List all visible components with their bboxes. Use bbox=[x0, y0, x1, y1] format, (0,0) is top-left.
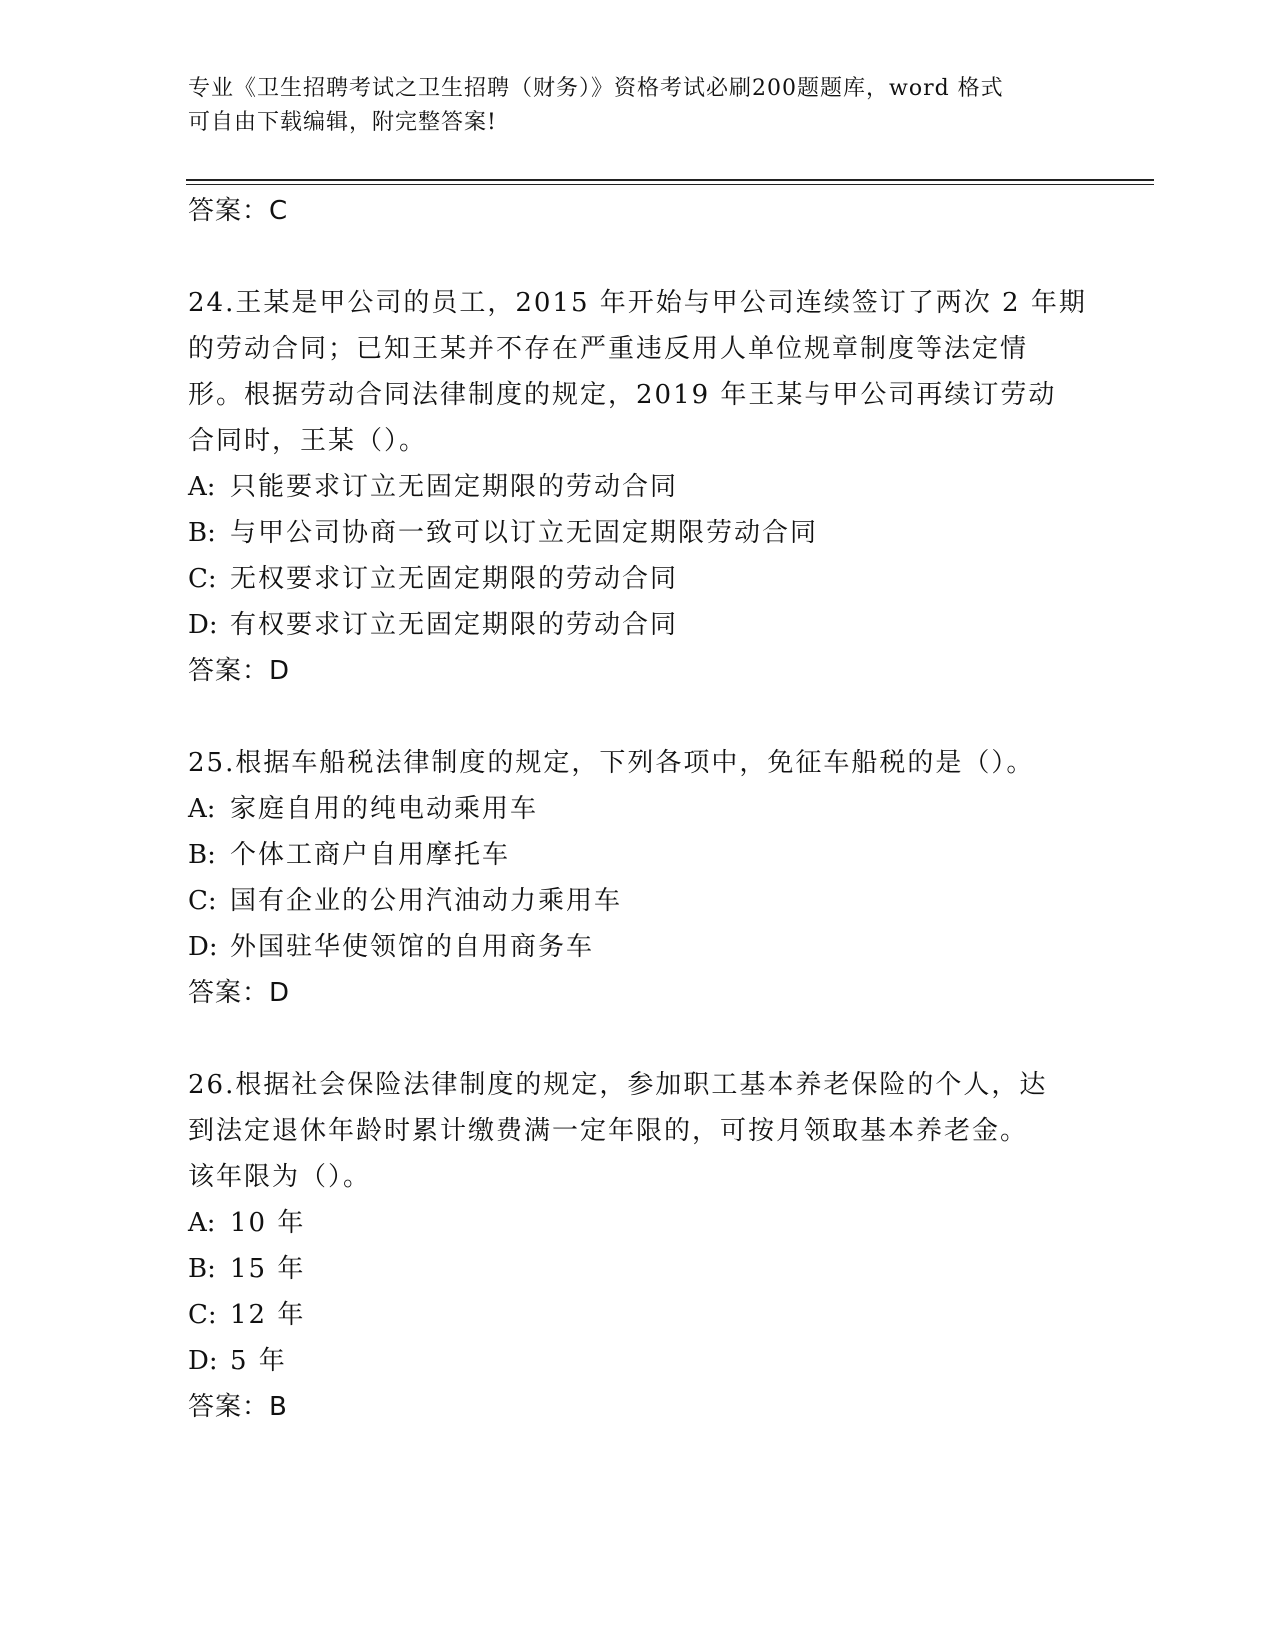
header-divider-bottom bbox=[186, 184, 1154, 185]
option-letter: B: bbox=[188, 518, 216, 548]
option-letter: B: bbox=[188, 1254, 216, 1284]
question-24 bbox=[188, 280, 1088, 694]
previous-answer: 答案：C bbox=[188, 196, 289, 226]
option-letter: D: bbox=[188, 932, 218, 962]
option-letter: B: bbox=[188, 840, 216, 870]
question-stem-line: 24.王某是甲公司的员工，2015 年开始与甲公司连续签订了两次 2 年期 bbox=[188, 288, 1087, 318]
question-stem-line: 26.根据社会保险法律制度的规定，参加职工基本养老保险的个人，达 bbox=[188, 1070, 1048, 1100]
question-stem-line: 25.根据车船税法律制度的规定，下列各项中，免征车船税的是（）。 bbox=[188, 748, 1035, 778]
option-text: 只能要求订立无固定期限的劳动合同 bbox=[230, 472, 679, 502]
option-text: 个体工商户自用摩托车 bbox=[230, 840, 511, 870]
question-stem-line: 合同时，王某（）。 bbox=[188, 426, 428, 456]
document-header bbox=[188, 72, 1068, 140]
option-b bbox=[188, 1246, 1088, 1292]
option-text: 家庭自用的纯电动乘用车 bbox=[230, 794, 539, 824]
question-stem-line: 到法定退休年龄时累计缴费满一定年限的，可按月领取基本养老金。 bbox=[188, 1116, 1029, 1146]
option-letter: A: bbox=[188, 794, 216, 824]
option-text: 外国驻华使领馆的自用商务车 bbox=[230, 932, 595, 962]
header-divider-top bbox=[186, 179, 1154, 181]
question-26 bbox=[188, 1062, 1088, 1430]
option-letter: D: bbox=[188, 1346, 218, 1376]
option-d bbox=[188, 602, 1088, 648]
question-25 bbox=[188, 740, 1088, 1016]
option-text: 10 年 bbox=[230, 1208, 306, 1238]
option-letter: C: bbox=[188, 886, 217, 916]
option-b bbox=[188, 832, 1088, 878]
option-text: 5 年 bbox=[230, 1346, 287, 1376]
question-stem-line: 该年限为（）。 bbox=[188, 1162, 372, 1192]
header-line-1: 专业《卫生招聘考试之卫生招聘（财务）》资格考试必刷200题题库，word 格式 bbox=[188, 76, 1004, 101]
option-a bbox=[188, 1200, 1088, 1246]
option-d bbox=[188, 924, 1088, 970]
option-text: 无权要求订立无固定期限的劳动合同 bbox=[230, 564, 679, 594]
option-letter: C: bbox=[188, 1300, 217, 1330]
header-line-2: 可自由下载编辑，附完整答案! bbox=[188, 110, 497, 135]
answer: 答案：B bbox=[188, 1392, 288, 1422]
option-text: 国有企业的公用汽油动力乘用车 bbox=[230, 886, 623, 916]
option-d bbox=[188, 1338, 1088, 1384]
option-a bbox=[188, 786, 1088, 832]
answer: 答案：D bbox=[188, 978, 291, 1008]
option-letter: A: bbox=[188, 1208, 216, 1238]
option-letter: A: bbox=[188, 472, 216, 502]
option-text: 有权要求订立无固定期限的劳动合同 bbox=[230, 610, 679, 640]
option-text: 15 年 bbox=[230, 1254, 306, 1284]
option-text: 12 年 bbox=[230, 1300, 306, 1330]
answer: 答案：D bbox=[188, 656, 291, 686]
option-letter: D: bbox=[188, 610, 218, 640]
option-c bbox=[188, 878, 1088, 924]
option-c bbox=[188, 556, 1088, 602]
option-text: 与甲公司协商一致可以订立无固定期限劳动合同 bbox=[230, 518, 819, 548]
option-a bbox=[188, 464, 1088, 510]
question-stem-line: 的劳动合同；已知王某并不存在严重违反用人单位规章制度等法定情 bbox=[188, 334, 1029, 364]
option-b bbox=[188, 510, 1088, 556]
question-content bbox=[188, 188, 1088, 1430]
question-stem-line: 形。根据劳动合同法律制度的规定，2019 年王某与甲公司再续订劳动 bbox=[188, 380, 1057, 410]
option-letter: C: bbox=[188, 564, 217, 594]
option-c bbox=[188, 1292, 1088, 1338]
